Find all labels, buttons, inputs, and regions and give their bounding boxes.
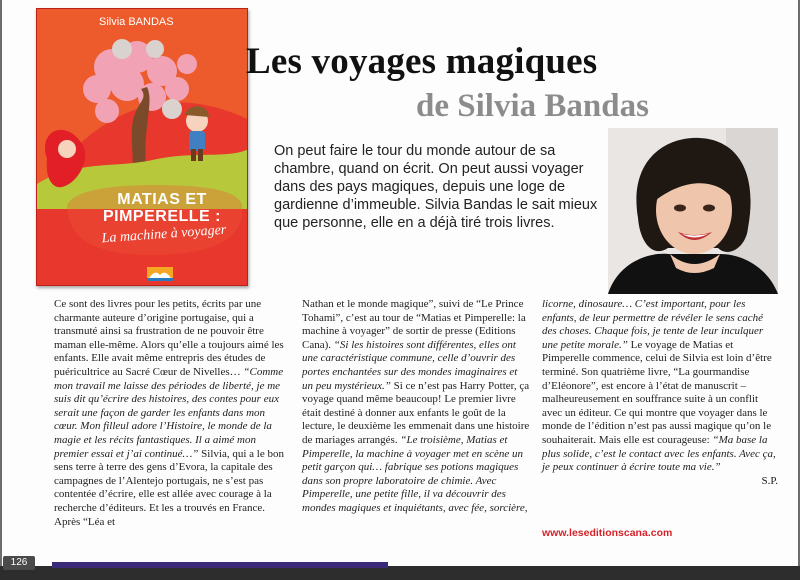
article-column-1: [54, 298, 286, 529]
cover-subtitle: La machine à voyager: [101, 222, 227, 247]
article-quote: licorne, dinosaure… C’est important, pour les enfants, de leur permettre de révéler le sens caché des choses. Chaque fois, je tente de leur inculquer une petite morale.”: [542, 298, 764, 351]
publisher-link[interactable]: www.leseditionscana.com: [542, 527, 673, 539]
book-cover: [36, 8, 248, 286]
cover-author: Silvia BANDAS: [99, 16, 174, 28]
headline-title: Les voyages magiques: [246, 41, 598, 82]
article-quote: “Ma base la plus solide, c’est le contact avec les enfants. Avec ça, je peux continuer à écrire toute ma vie.”: [542, 433, 776, 474]
footer-accent-bar: [52, 562, 388, 568]
intro-paragraph: On peut faire le tour du monde autour de sa chambre, quand on écrit. On peut aussi voyager dans des pays magiques, depuis une loge de gardienne d’immeuble. Silvia Bandas le sait mieux que personne, elle en a déjà tiré trois livres.: [274, 143, 598, 231]
publisher-logo-icon: [147, 267, 173, 281]
article-text: Silvia, qui a le bon sens terre à terre des gens d’Evora, la capitale des campagnes de l’Alentejo portugais, ne s’est pas contentée d’écrire, elle est allée avec courage à la recherche d’éditeurs. Et les a trouvés en France. Après “Léa et: [54, 447, 284, 528]
article-text: Le voyage de Matias et Pimperelle commence, celui de Silvia est loin d’être terminé. Son quatrième livre, “La gourmandise d’Eléonore”, est encore à l’état de manuscrit – malheureusement en souffrance suite à un conflit avec un éditeur. Ce qui montre que voyager dans le monde de l’édition n’est pas aussi magique qu’on le souhaiterait. Mais elle est courageuse:: [542, 338, 772, 446]
article-text: Nathan et le monde magique”, suivi de “Le Prince Tohami”, c’est au tour de “Matias et Pimperelle: la machine à voyager” de sortir de presse (Editions Cana).: [302, 298, 526, 351]
article-quote: “Le troisième, Matias et Pimperelle, la machine à voyager met en scène un petit garçon qui… fabrique ses potions magiques dans son propre laboratoire de chimie. Avec Pimperelle, une petite fille, il va découvrir des mondes magiques et inquiétants, avec fée, sorcière,: [302, 433, 528, 514]
article-column-3: [542, 298, 778, 488]
footer-strip: [0, 566, 800, 580]
cover-title: MATIAS ET PIMPERELLE :: [102, 191, 221, 225]
page-number: 126: [3, 556, 35, 570]
headline-subtitle: de Silvia Bandas: [416, 88, 649, 124]
article-text: Ce sont des livres pour les petits, écrits par une charmante auteure d’origine portugaise, qui a transmuté ainsi sa frustration de ne pouvoir être maman elle-même. Alors qu’elle a toujours aimé les enfants. Elle avait même entrepris des études de puéricultrice au Sacré Cœur de Nivelles…: [54, 298, 284, 378]
author-signature: S.P.: [761, 474, 778, 487]
article-column-2: [302, 298, 530, 516]
article-quote: “Comme mon travail me laisse des périodes de liberté, je me suis dit qu’écrire des histoires, des contes pour eux serait une façon de garder les enfants dans mon cœur. Mon filleul adore l’Histoire, le monde de la magie et les récits fantastiques. Il a aimé mon premier essai et j’ai continué…”: [54, 365, 284, 460]
article-quote: “Si les histoires sont différentes, elles ont une caractéristique commune, celle d’ouvrir des portes enchantées sur des mondes imaginaires et un peu mystérieux.”: [302, 338, 518, 392]
article-text: Si ce n’est pas Harry Potter, ça voyage quand même beaucoup! Le premier livre était destiné à donner aux enfants le goût de la lecture, le deuxième les emmenait dans une histoire de mariages arrangés.: [302, 379, 530, 446]
author-photo: [608, 128, 778, 294]
magazine-page: [2, 0, 798, 566]
